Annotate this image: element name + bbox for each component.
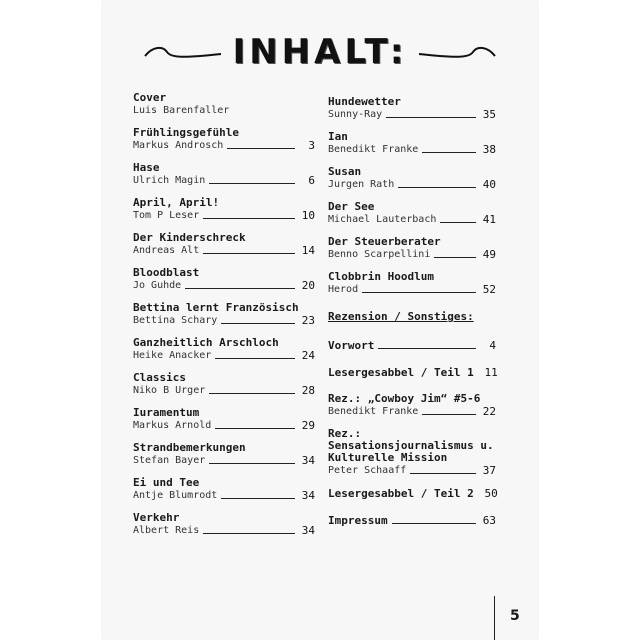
leader-line bbox=[398, 187, 476, 188]
entry-page-number: 63 bbox=[482, 514, 496, 527]
entry-page-number: 34 bbox=[301, 454, 315, 467]
toc-entry bbox=[133, 442, 315, 467]
toc-entry bbox=[328, 131, 496, 156]
entry-page-number: 14 bbox=[301, 244, 315, 257]
entry-author: Peter Schaaff bbox=[328, 465, 407, 476]
entry-page-number: 37 bbox=[482, 464, 496, 477]
leader-line bbox=[422, 152, 476, 153]
toc-right-column bbox=[328, 96, 496, 541]
entry-page-number: 38 bbox=[482, 143, 496, 156]
entry-title: Classics bbox=[133, 371, 186, 384]
entry-title-line: Rez.: bbox=[328, 427, 362, 440]
entry-title-line: Sensationsjournalismus u. bbox=[328, 439, 494, 452]
toc-entry bbox=[328, 339, 496, 352]
toc-entry bbox=[133, 337, 315, 362]
toc-entry bbox=[133, 372, 315, 397]
leader-line bbox=[209, 183, 295, 184]
toc-entry bbox=[328, 96, 496, 121]
entry-title: April, April! bbox=[133, 196, 220, 209]
leader-line bbox=[227, 148, 295, 149]
entry-author: Benedikt Franke bbox=[328, 406, 419, 417]
leader-line bbox=[434, 257, 476, 258]
toc-left-column bbox=[133, 92, 315, 547]
entry-author: Heike Anacker bbox=[133, 350, 212, 361]
leader-line bbox=[221, 323, 295, 324]
leader-line bbox=[362, 292, 476, 293]
entry-title: Der Kinderschreck bbox=[133, 231, 246, 244]
entry-author: Markus Androsch bbox=[133, 140, 224, 151]
entry-author: Bettina Schary bbox=[133, 315, 218, 326]
entry-title: Impressum bbox=[328, 514, 388, 527]
toc-entry bbox=[133, 232, 315, 257]
leader-line bbox=[185, 288, 295, 289]
entry-page-number: 4 bbox=[489, 339, 496, 352]
entry-title-line: Kulturelle Mission bbox=[328, 451, 448, 464]
entry-author: Niko B Urger bbox=[133, 385, 206, 396]
entry-title: Hundewetter bbox=[328, 95, 401, 108]
right-swirl-ornament bbox=[417, 42, 497, 62]
toc-entry bbox=[328, 166, 496, 191]
toc-entry bbox=[328, 514, 496, 527]
entry-author: Tom P Leser bbox=[133, 210, 200, 221]
entry-page-number: 35 bbox=[482, 108, 496, 121]
entry-page-number: 22 bbox=[482, 405, 496, 418]
entry-author: Ulrich Magin bbox=[133, 175, 206, 186]
leader-line bbox=[215, 428, 295, 429]
leader-line bbox=[422, 414, 476, 415]
section-heading: Rezension / Sonstiges: bbox=[328, 310, 474, 323]
entry-title: Frühlingsgefühle bbox=[133, 126, 239, 139]
leader-line bbox=[378, 348, 476, 349]
toc-entry bbox=[328, 393, 496, 418]
toc-entry bbox=[133, 127, 315, 152]
entry-title: Rez.: „Cowboy Jim“ #5-6 bbox=[328, 392, 481, 405]
leader-line bbox=[203, 218, 295, 219]
leader-line bbox=[440, 222, 476, 223]
entry-page-number: 40 bbox=[482, 178, 496, 191]
entry-author: Herod bbox=[328, 284, 359, 295]
entry-page-number: 20 bbox=[301, 279, 315, 292]
entry-title: Ganzheitlich Arschloch bbox=[133, 336, 279, 349]
toc-entry bbox=[328, 271, 496, 296]
entry-author: Luis Barenfaller bbox=[133, 105, 230, 116]
leader-line bbox=[203, 253, 295, 254]
entry-page-number: 23 bbox=[301, 314, 315, 327]
entry-title: Susan bbox=[328, 165, 362, 178]
toc-entry bbox=[328, 201, 496, 226]
entry-author: Albert Reis bbox=[133, 525, 200, 536]
leader-line bbox=[386, 117, 476, 118]
entry-title: Lesergesabbel / Teil 2 bbox=[328, 487, 474, 500]
leader-line bbox=[221, 498, 295, 499]
toc-entry bbox=[328, 428, 496, 477]
entry-page-number: 34 bbox=[301, 489, 315, 502]
entry-title: Vorwort bbox=[328, 339, 375, 352]
leader-line bbox=[209, 393, 295, 394]
entry-page-number: 28 bbox=[301, 384, 315, 397]
title-banner bbox=[140, 32, 500, 72]
leader-line bbox=[392, 523, 476, 524]
entry-title: Bettina lernt Französisch bbox=[133, 301, 299, 314]
entry-title: Clobbrin Hoodlum bbox=[328, 270, 434, 283]
entry-author: Antje Blumrodt bbox=[133, 490, 218, 501]
toc-entry bbox=[133, 197, 315, 222]
entry-page-number: 6 bbox=[308, 174, 315, 187]
toc-entry bbox=[133, 267, 315, 292]
entry-title: Hase bbox=[133, 161, 160, 174]
toc-entry bbox=[328, 366, 496, 379]
entry-page-number: 34 bbox=[301, 524, 315, 537]
toc-entry bbox=[133, 512, 315, 537]
entry-title: Ian bbox=[328, 130, 348, 143]
entry-page-number: 24 bbox=[301, 349, 315, 362]
entry-title: Strandbemerkungen bbox=[133, 441, 246, 454]
entry-page-number: 49 bbox=[482, 248, 496, 261]
entry-page-number: 41 bbox=[482, 213, 496, 226]
footer-divider bbox=[494, 596, 495, 640]
entry-title: Verkehr bbox=[133, 511, 180, 524]
entry-title: Cover bbox=[133, 91, 167, 104]
entry-page-number: 50 bbox=[484, 487, 498, 500]
toc-entry bbox=[133, 477, 315, 502]
entry-author: Andreas Alt bbox=[133, 245, 200, 256]
entry-title: Ei und Tee bbox=[133, 476, 200, 489]
leader-line bbox=[410, 473, 476, 474]
page-title: INHALT: bbox=[232, 32, 408, 72]
entry-author: Jo Guhde bbox=[133, 280, 182, 291]
entry-page-number: 10 bbox=[301, 209, 315, 222]
footer-page-number: 5 bbox=[510, 608, 520, 624]
entry-title: Der See bbox=[328, 200, 375, 213]
entry-title: Lesergesabbel / Teil 1 bbox=[328, 366, 474, 379]
entry-author: Michael Lauterbach bbox=[328, 214, 437, 225]
entry-page-number: 29 bbox=[301, 419, 315, 432]
toc-entry bbox=[133, 407, 315, 432]
leader-line bbox=[209, 463, 295, 464]
toc-entry bbox=[328, 236, 496, 261]
toc-entry bbox=[328, 487, 496, 500]
entry-title: Der Steuerberater bbox=[328, 235, 441, 248]
entry-title: Bloodblast bbox=[133, 266, 200, 279]
left-swirl-ornament bbox=[143, 42, 223, 62]
entry-author: Benedikt Franke bbox=[328, 144, 419, 155]
entry-author: Benno Scarpellini bbox=[328, 249, 431, 260]
entry-page-number: 11 bbox=[484, 366, 498, 379]
toc-entry bbox=[133, 162, 315, 187]
entry-title: Iuramentum bbox=[133, 406, 200, 419]
entry-page-number: 3 bbox=[308, 139, 315, 152]
toc-entry bbox=[133, 302, 315, 327]
entry-author: Stefan Bayer bbox=[133, 455, 206, 466]
entry-author: Jurgen Rath bbox=[328, 179, 395, 190]
entry-author: Markus Arnold bbox=[133, 420, 212, 431]
leader-line bbox=[215, 358, 295, 359]
toc-entry bbox=[133, 92, 315, 117]
entry-author: Sunny-Ray bbox=[328, 109, 383, 120]
entry-page-number: 52 bbox=[482, 283, 496, 296]
leader-line bbox=[203, 533, 295, 534]
